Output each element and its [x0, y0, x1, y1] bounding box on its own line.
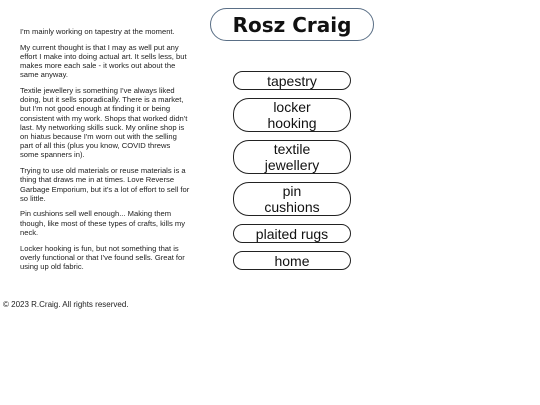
paragraph-tapestry: I'm mainly working on tapestry at the moment. — [20, 27, 175, 36]
nav-locker-hooking-line2: hooking — [267, 115, 317, 131]
nav-menu — [233, 71, 351, 270]
nav-pin-cushions-line1: pin — [282, 183, 302, 199]
paragraph-art: My current thought is that I may as well put any effort I make into doing actual art. It sells less, but makes more each sale - it works out about the same anyway. — [20, 42, 187, 80]
nav-locker-hooking-line1: locker — [273, 99, 311, 115]
nav-tapestry-label: tapestry — [267, 72, 317, 89]
paragraph-pin-cushions: Pin cushions sell well enough... Making them though, like most of these types of crafts, kills my neck. — [20, 209, 186, 237]
nav-tapestry-button[interactable] — [233, 71, 351, 90]
nav-textile-jewellery-line1: textile — [273, 141, 311, 157]
site-title — [210, 8, 374, 41]
nav-pin-cushions-label — [264, 183, 319, 215]
nav-home-label: home — [274, 252, 310, 269]
nav-textile-jewellery-line2: jewellery — [264, 157, 320, 173]
nav-pin-cushions-button[interactable] — [233, 182, 351, 216]
nav-locker-hooking-button[interactable] — [233, 98, 351, 132]
nav-pin-cushions-line2: cushions — [264, 199, 320, 215]
nav-locker-hooking-label — [267, 99, 316, 131]
paragraph-locker-hooking: Locker hooking is fun, but not something that is overly functional or that I've found sells. Great for using up old fabric. — [20, 243, 185, 271]
nav-textile-jewellery-button[interactable] — [233, 140, 351, 174]
footer-copyright: © 2023 R.Craig. All rights reserved. — [3, 300, 129, 309]
nav-plaited-rugs-label: plaited rugs — [255, 225, 329, 242]
nav-home-button[interactable] — [233, 251, 351, 270]
site-title-text: Rosz Craig — [232, 12, 352, 37]
nav-plaited-rugs-button[interactable] — [233, 224, 351, 243]
nav-textile-jewellery-label — [265, 141, 319, 173]
paragraph-materials: Trying to use old materials or reuse materials is a thing that draws me in at times. Love Reverse Garbage Emporium, but it's a lot of effort to sell for so little. — [20, 166, 190, 203]
paragraph-jewellery: Textile jewellery is something I've always liked doing, but it sells sporadically. There is a market, but I'm not good enough at finding it or being consistent with my work. Shops that worked didn't last. My networking skills suck. My online shop is on hiatus because I'm worn out with the selling part of all this (plus you know, COVID threws some spanners in). — [20, 86, 188, 160]
intro-text — [20, 27, 190, 278]
